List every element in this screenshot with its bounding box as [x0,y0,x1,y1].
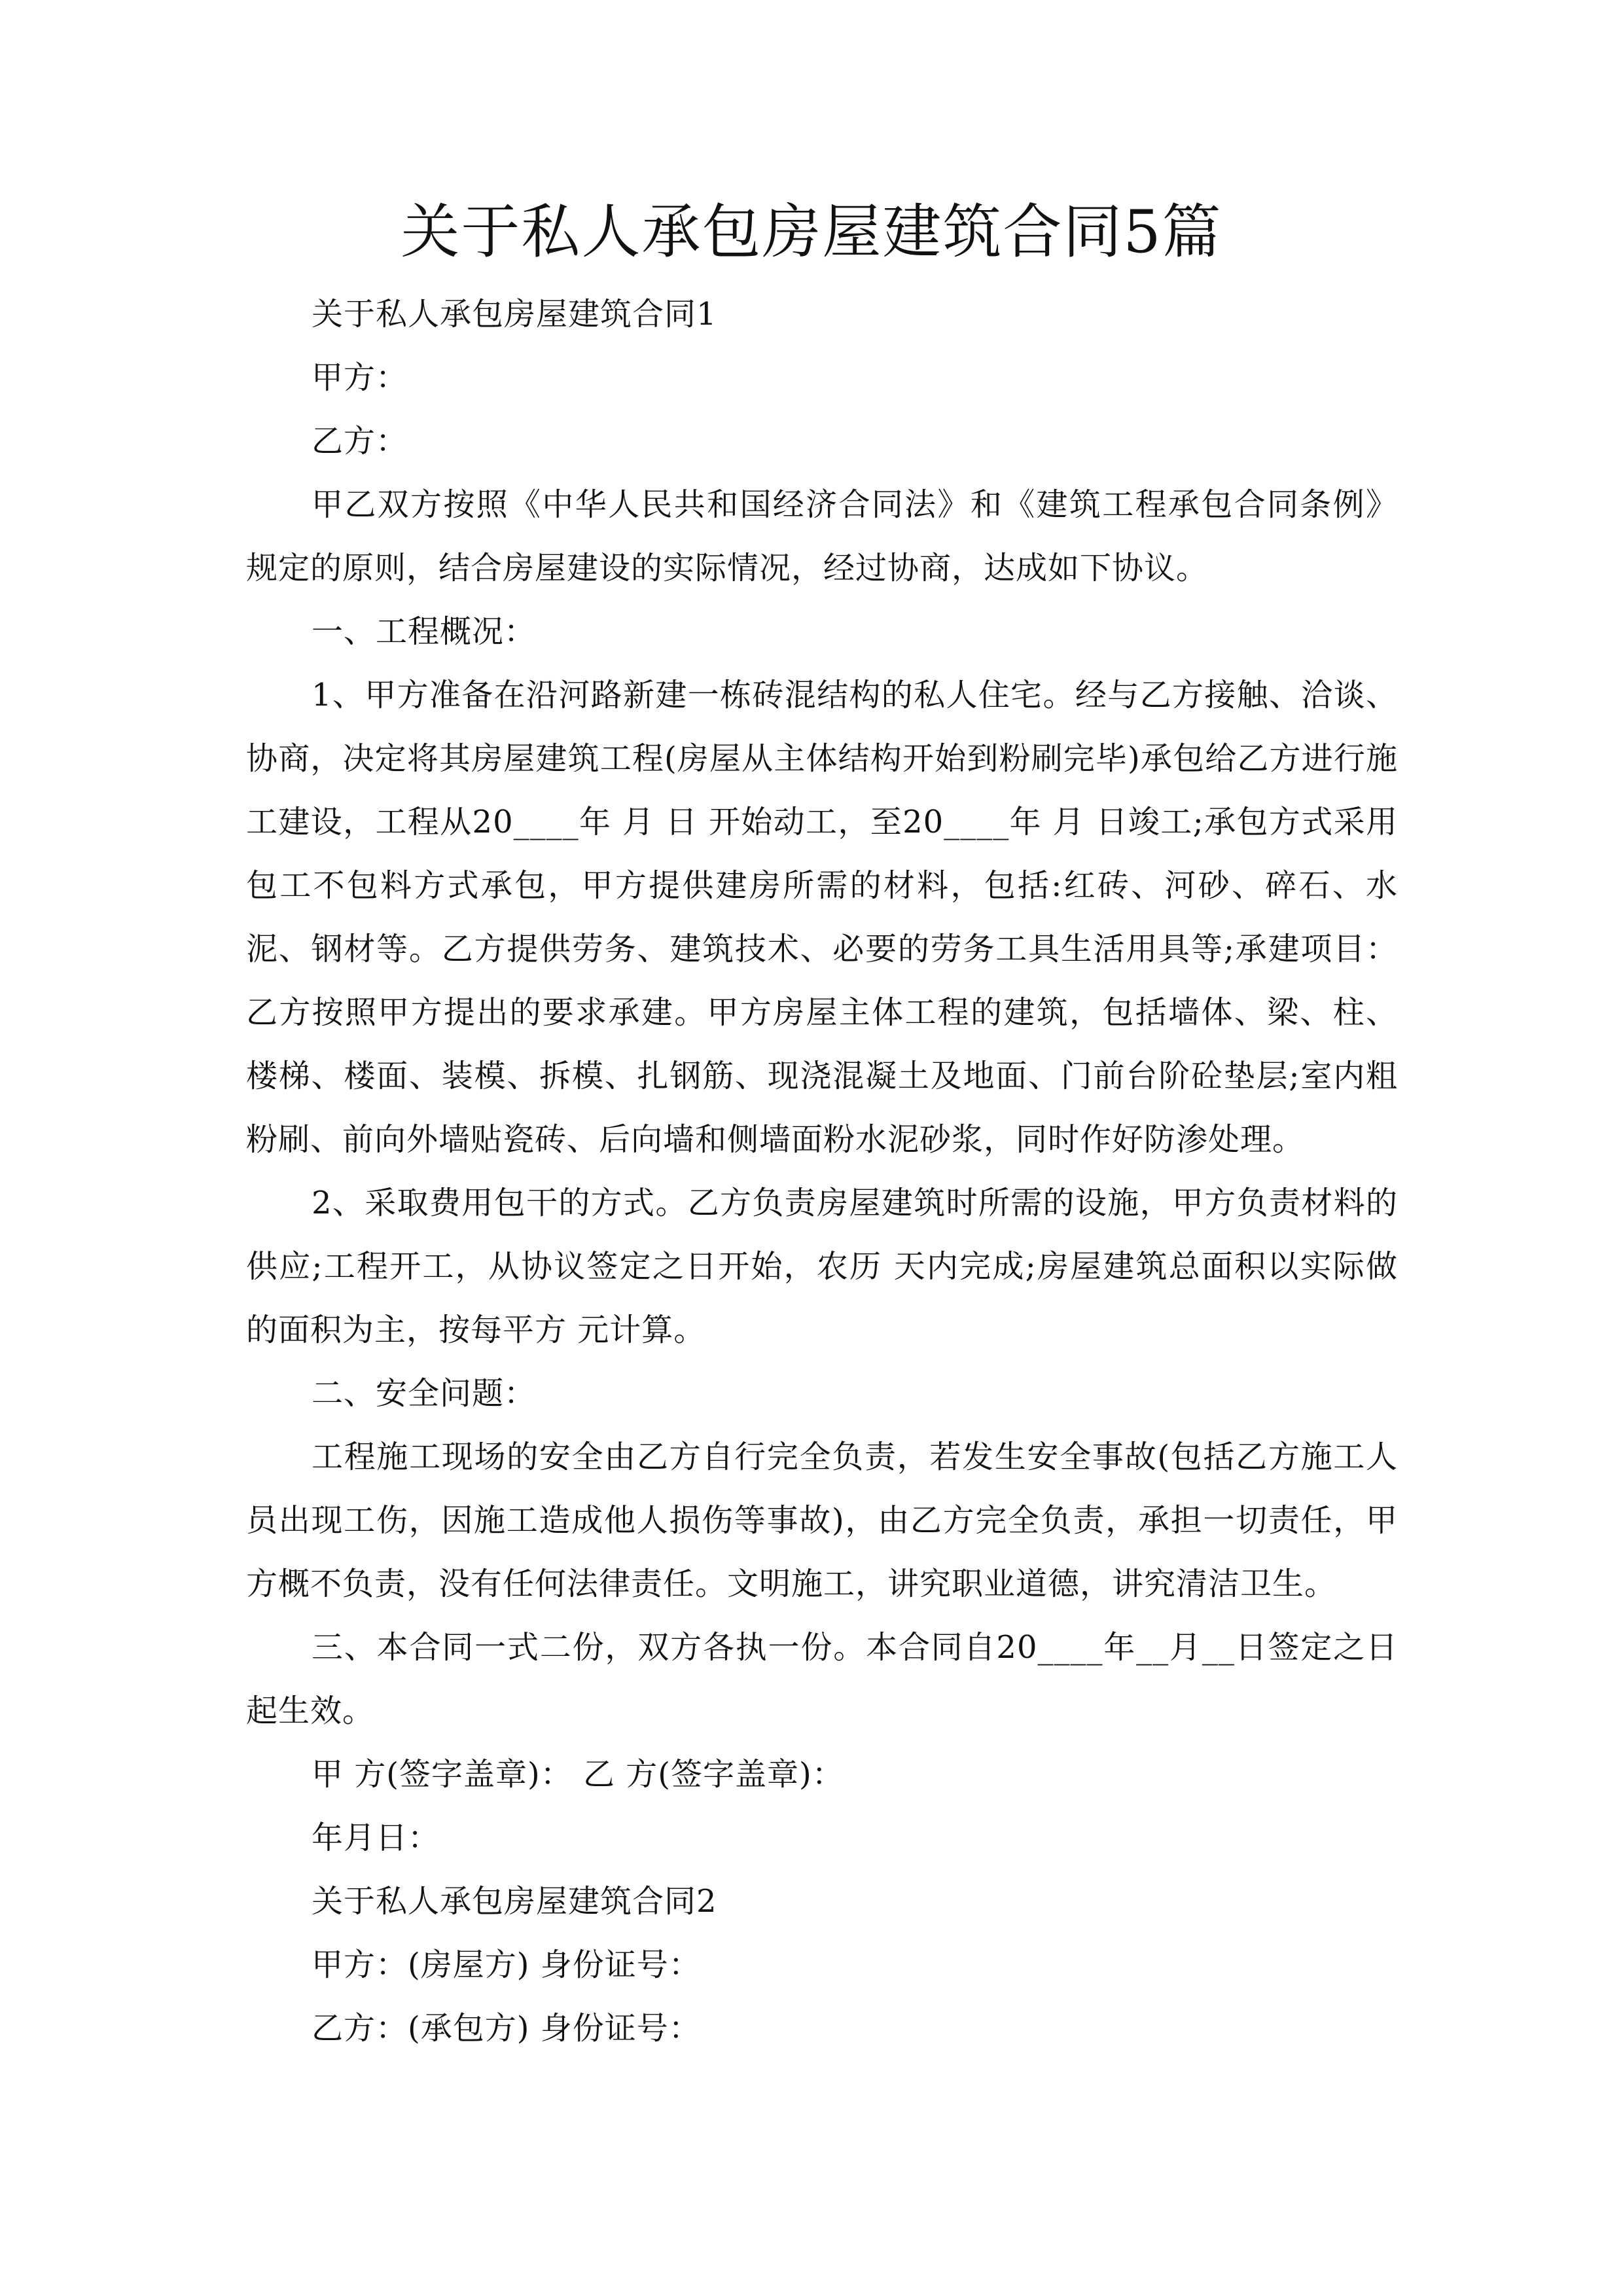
section-heading-safety: 二、安全问题： [312,1375,537,1412]
clause-2-paragraph: 2、采取费用包干的方式。乙方负责房屋建筑时所需的设施，甲方负责材料的供应;工程开工，从协议签定之日开始，农历 天内完成;房屋建筑总面积以实际做的面积为主，按每平方 元计算。 [246,1185,1398,1348]
clause-3-paragraph: 三、本合同一式二份，双方各执一份。本合同自20____年__月__日签定之日起生效。 [246,1629,1398,1729]
party-b-id-line: 乙方：(承包方) 身份证号： [312,2010,701,2047]
party-b-line: 乙方： [312,423,408,459]
document-body [246,283,1398,2060]
section-heading-contract-1: 关于私人承包房屋建筑合同1 [312,296,717,332]
section-heading-contract-2: 关于私人承包房屋建筑合同2 [312,1883,717,1920]
clause-1-paragraph: 1、甲方准备在沿河路新建一栋砖混结构的私人住宅。经与乙方接触、洽谈、协商，决定将其房屋建筑工程(房屋从主体结构开始到粉刷完毕)承包给乙方进行施工建设，工程从20____年 月 日 开始动工，至20____年 月 日竣工;承包方式采用包工不包料方式承包，甲方提供建房所需的材料，包括:红砖、河砂、碎石、水泥、钢材等。乙方提供劳务、建筑技术、必要的劳务工具生活用具等;承建项目：乙方按照甲方提出的要求承建。甲方房屋主体工程的建筑，包括墙体、梁、柱、楼梯、楼面、装模、拆模、扎钢筋、现浇混凝土及地面、门前台阶砼垫层;室内粗粉刷、前向外墙贴瓷砖、后向墙和侧墙面粉水泥砂浆，同时作好防渗处理。 [246,677,1398,1158]
section-heading-project-overview: 一、工程概况： [312,613,537,650]
safety-paragraph: 工程施工现场的安全由乙方自行完全负责，若发生安全事故(包括乙方施工人员出现工伤，因施工造成他人损伤等事故)，由乙方完全负责，承担一切责任，甲方概不负责，没有任何法律责任。文明施工，讲究职业道德，讲究清洁卫生。 [246,1439,1398,1602]
party-a-id-line: 甲方：(房屋方) 身份证号： [312,1946,701,1983]
preamble-paragraph: 甲乙双方按照《中华人民共和国经济合同法》和《建筑工程承包合同条例》规定的原则，结合房屋建设的实际情况，经过协商，达成如下协议。 [246,486,1398,586]
date-line: 年月日： [312,1820,440,1856]
document-title: 关于私人承包房屋建筑合同5篇 [401,198,1222,266]
party-a-line: 甲方： [312,359,408,396]
signature-line: 甲 方(签字盖章)： 乙 方(签字盖章)： [312,1756,844,1793]
